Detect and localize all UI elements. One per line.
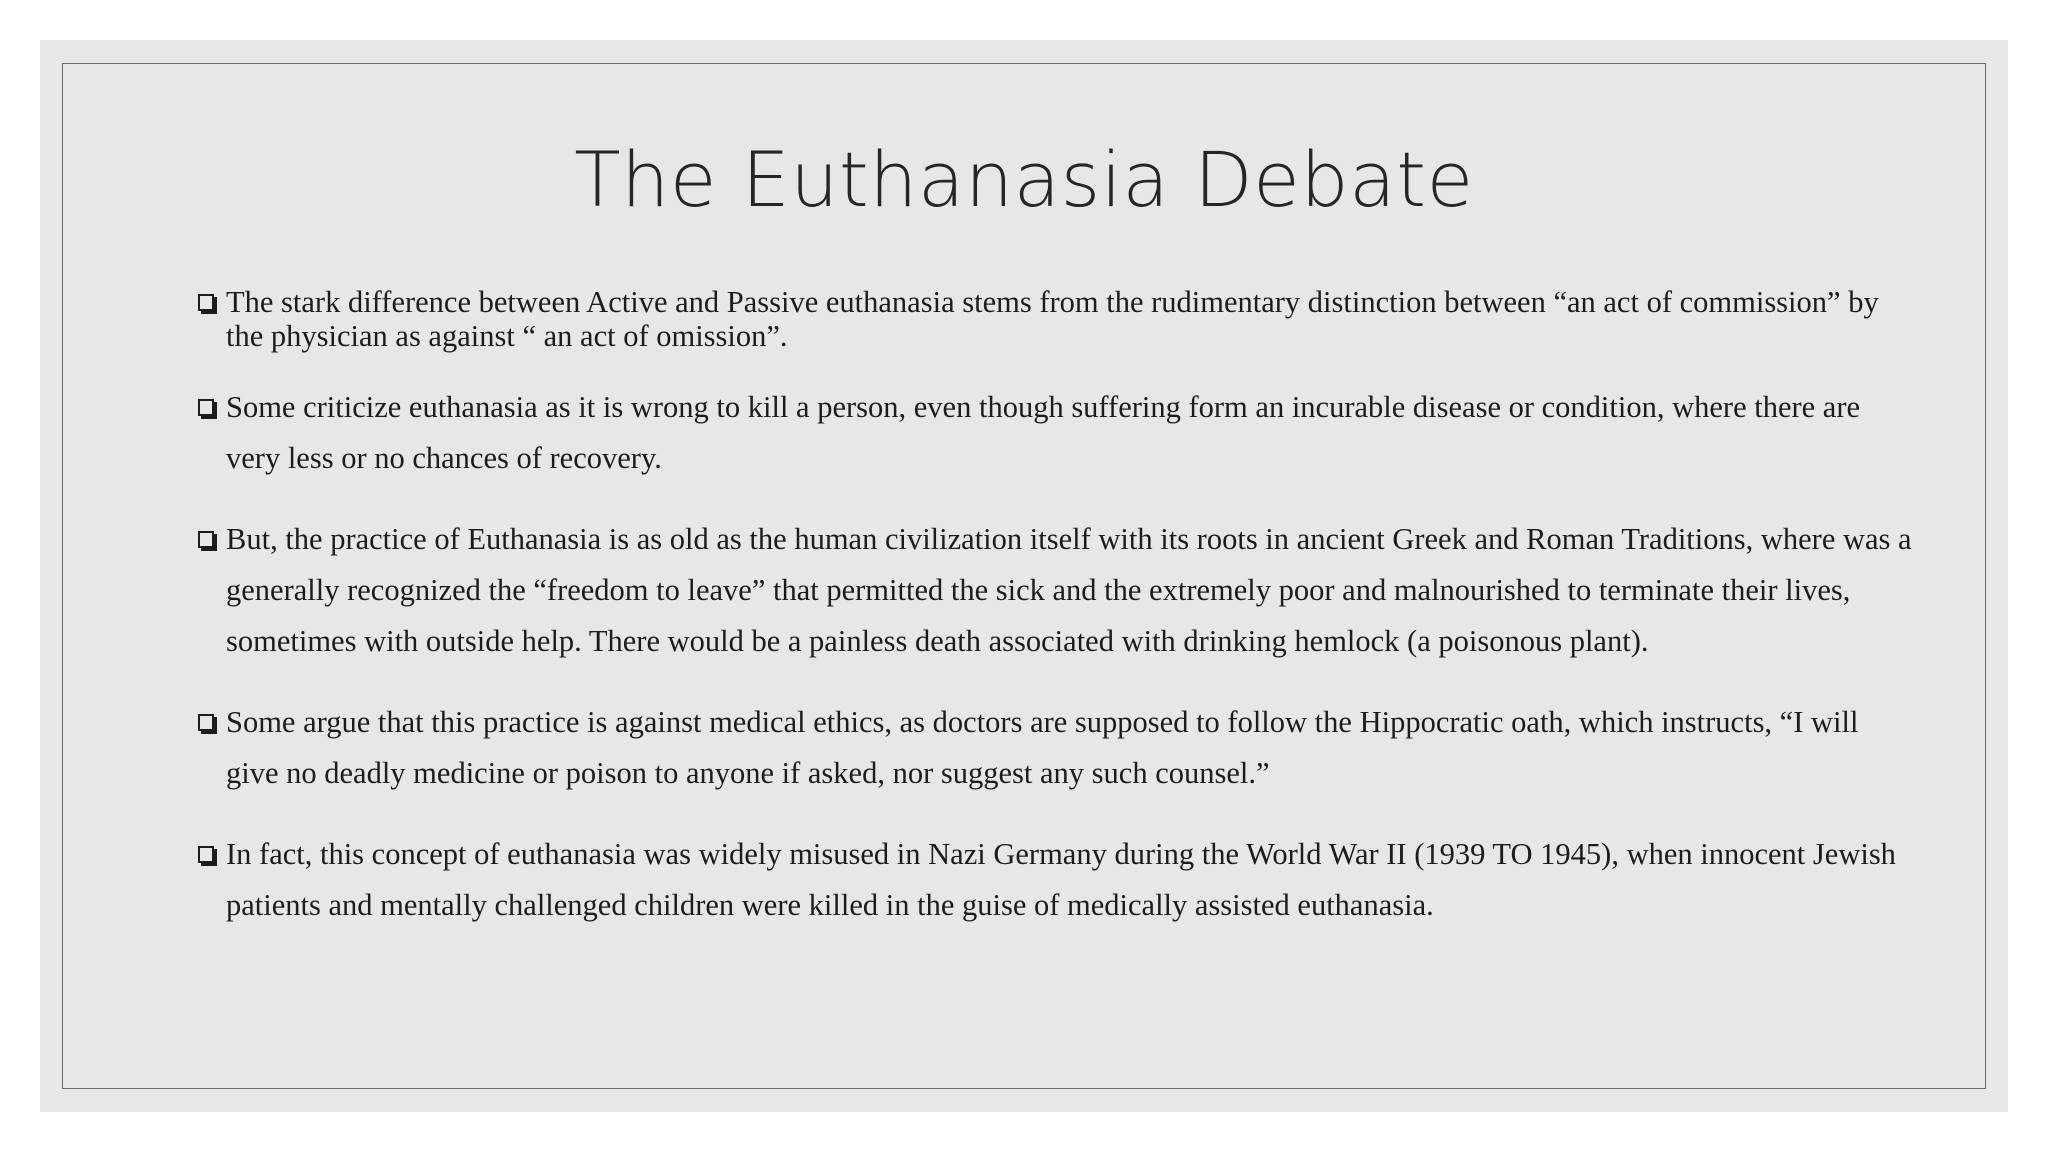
- bullet-text: Some criticize euthanasia as it is wrong to kill a person, even though suffering form an incurable disease or condition, where there are very less or no chances of recovery.: [226, 390, 1861, 475]
- bullet-item: [198, 697, 1918, 799]
- checkbox-bullet-icon: [198, 714, 214, 731]
- bullet-list: [198, 285, 1918, 931]
- checkbox-bullet-icon: [198, 531, 214, 548]
- checkbox-bullet-icon: [198, 399, 214, 416]
- checkbox-bullet-icon: [198, 294, 214, 311]
- bullet-item: [198, 285, 1918, 353]
- checkbox-bullet-icon: [198, 846, 214, 863]
- bullet-item: [198, 514, 1918, 667]
- bullet-text: But, the practice of Euthanasia is as old as the human civilization itself with its roots in ancient Greek and Roman Traditions, where was a generally recognized the “freedom to leave” that permitted the sick and the extremely poor and malnourished to terminate their lives, sometimes with outside help. There would be a painless death associated with drinking hemlock (a poisonous plant).: [226, 522, 1912, 658]
- bullet-text: In fact, this concept of euthanasia was widely misused in Nazi Germany during the World War II (1939 TO 1945), when innocent Jewish patients and mentally challenged children were killed in the guise of medically assisted euthanasia.: [226, 837, 1896, 922]
- bullet-item: [198, 829, 1918, 931]
- bullet-text: The stark difference between Active and Passive euthanasia stems from the rudimentary distinction between “an act of commission” by the physician as against “ an act of omission”.: [226, 285, 1879, 353]
- bullet-item: [198, 382, 1918, 484]
- slide: [40, 40, 2008, 1112]
- slide-title: The Euthanasia Debate: [574, 135, 1474, 224]
- bullet-text: Some argue that this practice is against medical ethics, as doctors are supposed to follow the Hippocratic oath, which instructs, “I will give no deadly medicine or poison to anyone if asked, nor suggest any such counsel.”: [226, 705, 1859, 790]
